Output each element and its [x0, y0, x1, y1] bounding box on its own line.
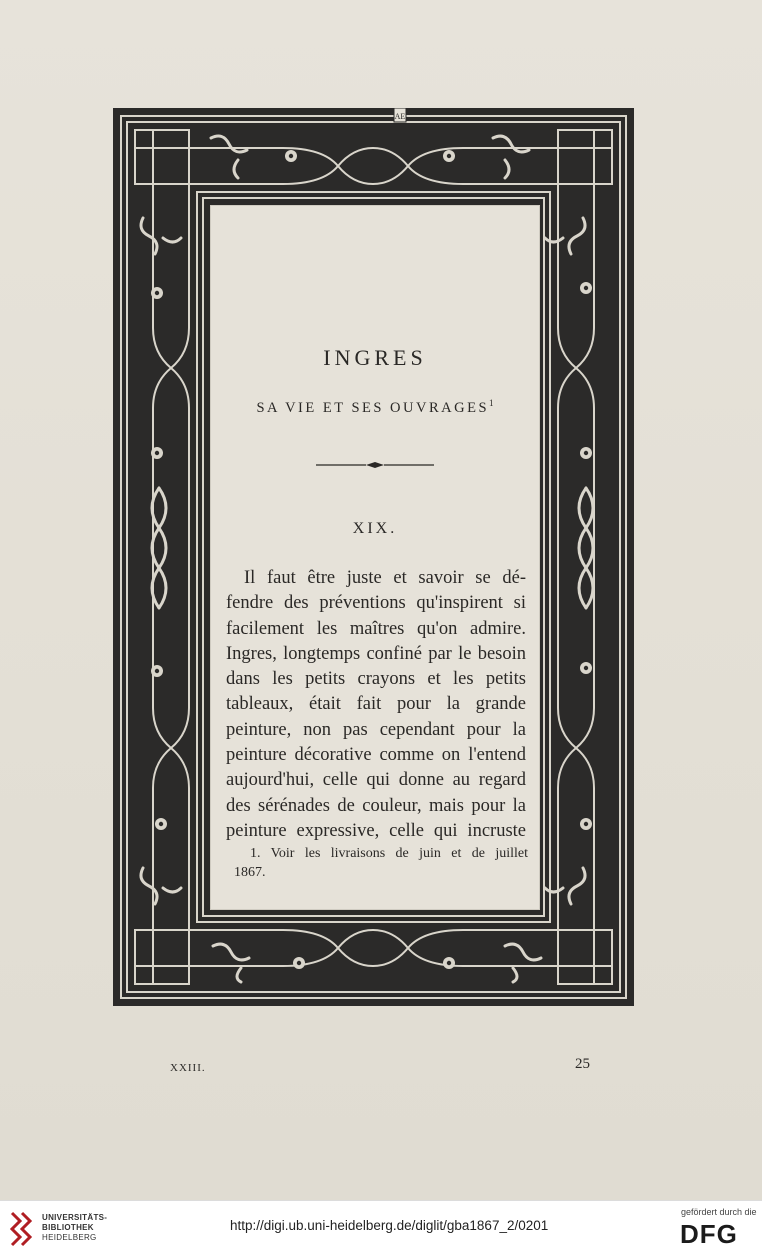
- footnote-line: 1867.: [234, 864, 266, 880]
- subtitle-text: SA VIE ET SES OUVRAGES: [256, 399, 490, 416]
- chapter-number: XIX.: [352, 520, 398, 537]
- signature-mark: XXIII.: [170, 1062, 206, 1074]
- body-line: Il faut être juste et savoir se dé-: [244, 568, 526, 588]
- footnote-mark: 1: [489, 398, 494, 408]
- library-name-line: BIBLIOTHEK: [42, 1223, 94, 1232]
- footnote: [232, 845, 528, 882]
- body-line: Ingres, longtemps confiné par le besoin: [226, 643, 526, 664]
- body-line: facilement les maîtres qu'on admire.: [226, 618, 526, 639]
- body-line: fendre des préventions qu'inspirent si: [226, 593, 526, 614]
- university-library-logo-icon[interactable]: [6, 1209, 36, 1249]
- body-text: [226, 566, 526, 844]
- body-line: tableaux, était fait pour la grande: [226, 694, 526, 715]
- body-line: peinture expressive, celle qui incruste: [226, 820, 526, 841]
- page-subtitle: [210, 398, 540, 417]
- page-title: INGRES: [323, 345, 427, 370]
- ornamental-rule: [316, 459, 434, 471]
- body-line: peinture, non pas cependant pour la: [226, 719, 526, 740]
- funded-by-label: gefördert durch die: [681, 1207, 757, 1217]
- frame-monogram: AE: [394, 112, 406, 121]
- body-line: peinture décorative comme on l'entend: [226, 745, 526, 766]
- library-name-line: UNIVERSITÄTS-: [42, 1213, 108, 1222]
- page-number: 25: [575, 1056, 590, 1072]
- permalink-url[interactable]: http://digi.ub.uni-heidelberg.de/diglit/gba1867_2/0201: [230, 1218, 549, 1233]
- body-line: dans les petits crayons et les petits: [226, 669, 526, 690]
- footnote-line: 1. Voir les livraisons de juin et de juillet: [250, 846, 528, 861]
- library-name[interactable]: [42, 1213, 107, 1243]
- library-name-line: HEIDELBERG: [42, 1233, 97, 1242]
- body-line: aujourd'hui, celle qui donne au regard: [226, 770, 526, 791]
- dfg-logo[interactable]: DFG: [680, 1219, 738, 1249]
- footer-bar: [0, 1200, 762, 1255]
- body-line: des sérénades de couleur, mais pour la: [226, 795, 526, 816]
